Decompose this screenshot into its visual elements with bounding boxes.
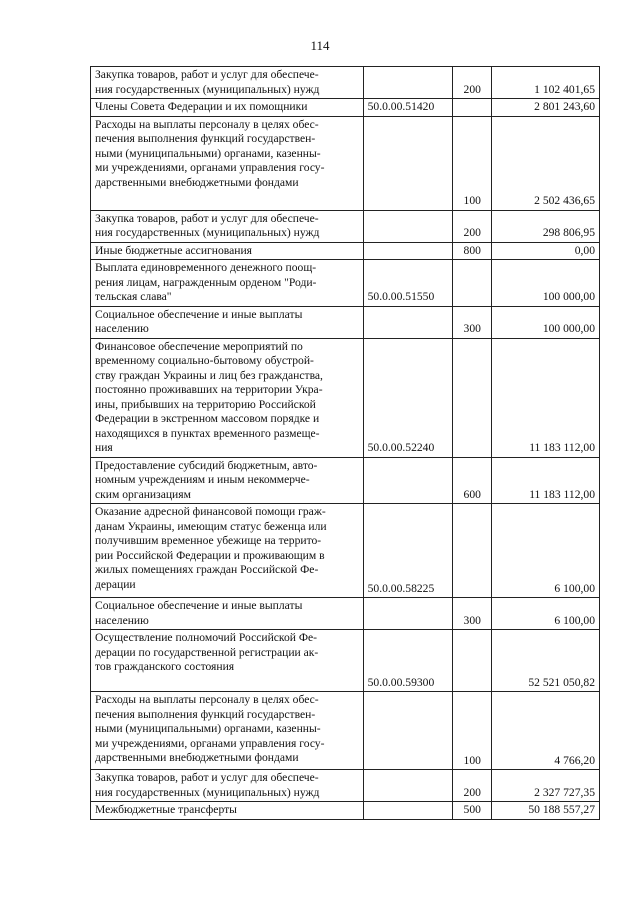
page-number: 114 — [310, 38, 330, 53]
expense-name-cell: Закупка товаров, работ и услуг для обеспече- ния государственных (муниципальных) нужд — [91, 210, 364, 242]
expense-type-cell — [453, 99, 492, 117]
amount-cell: 2 502 436,65 — [492, 116, 600, 210]
expense-name-cell: Закупка товаров, работ и услуг для обеспече- ния государственных (муниципальных) нужд — [91, 770, 364, 802]
expense-type-cell — [453, 338, 492, 457]
expense-name-cell: Выплата единовременного денежного поощ- рения лицам, награжденным орденом "Роди- тельская слава" — [91, 260, 364, 307]
target-code-cell — [363, 116, 453, 210]
target-code-cell — [363, 598, 453, 630]
target-code-cell — [363, 306, 453, 338]
table-row — [91, 598, 600, 630]
target-code-cell — [363, 692, 453, 770]
target-code-cell: 50.0.00.52240 — [363, 338, 453, 457]
amount-cell: 100 000,00 — [492, 306, 600, 338]
table-row — [91, 457, 600, 504]
target-code-cell — [363, 210, 453, 242]
budget-table-body — [91, 67, 600, 820]
expense-type-cell: 500 — [453, 802, 492, 820]
table-row — [91, 67, 600, 99]
amount-cell: 11 183 112,00 — [492, 457, 600, 504]
amount-cell: 1 102 401,65 — [492, 67, 600, 99]
amount-cell: 6 100,00 — [492, 598, 600, 630]
table-row — [91, 770, 600, 802]
table-row — [91, 802, 600, 820]
table-row — [91, 338, 600, 457]
expense-name-cell: Иные бюджетные ассигнования — [91, 242, 364, 260]
amount-cell: 52 521 050,82 — [492, 630, 600, 692]
table-row — [91, 630, 600, 692]
expense-name-cell: Предоставление субсидий бюджетным, авто- номным учреждениям и иным некоммерче- ским организациям — [91, 457, 364, 504]
expense-type-cell: 800 — [453, 242, 492, 260]
expense-name-cell: Закупка товаров, работ и услуг для обеспече- ния государственных (муниципальных) нужд — [91, 67, 364, 99]
table-row — [91, 692, 600, 770]
expense-type-cell — [453, 260, 492, 307]
expense-name-cell: Финансовое обеспечение мероприятий по временному социально-бытовому обустрой- ству граждан Украины и лиц без гражданства, постоянно проживавших на территории Укра- ины, прибывших на территорию Российской Федерации в экстренном массовом порядке и находящихся в пунктах временного размеще- ния — [91, 338, 364, 457]
target-code-cell — [363, 802, 453, 820]
target-code-cell: 50.0.00.58225 — [363, 504, 453, 598]
expense-name-cell: Оказание адресной финансовой помощи граж- данам Украины, имеющим статус беженца или получившим временное убежище на террито- рии Российской Федерации и проживающим в жилых помещениях граждан Российской Фе- дерации — [91, 504, 364, 598]
expense-type-cell: 300 — [453, 598, 492, 630]
expense-type-cell: 200 — [453, 67, 492, 99]
expense-type-cell: 100 — [453, 116, 492, 210]
expense-name-cell: Расходы на выплаты персоналу в целях обес- печения выполнения функций государствен- ными (муниципальными) органами, казенны- ми учреждениями, органами управления госу- дарственными внебюджетными фондами — [91, 116, 364, 210]
table-row — [91, 116, 600, 210]
table-row — [91, 99, 600, 117]
amount-cell: 0,00 — [492, 242, 600, 260]
table-row — [91, 260, 600, 307]
amount-cell: 50 188 557,27 — [492, 802, 600, 820]
table-row — [91, 210, 600, 242]
amount-cell: 11 183 112,00 — [492, 338, 600, 457]
budget-table — [90, 66, 600, 820]
expense-name-cell: Социальное обеспечение и иные выплаты населению — [91, 306, 364, 338]
target-code-cell — [363, 242, 453, 260]
target-code-cell — [363, 770, 453, 802]
table-row — [91, 306, 600, 338]
expense-name-cell: Осуществление полномочий Российской Фе- дерации по государственной регистрации ак- тов гражданского состояния — [91, 630, 364, 692]
expense-type-cell — [453, 504, 492, 598]
amount-cell: 2 327 727,35 — [492, 770, 600, 802]
target-code-cell — [363, 457, 453, 504]
expense-name-cell: Расходы на выплаты персоналу в целях обес- печения выполнения функций государствен- ными (муниципальными) органами, казенны- ми учреждениями, органами управления госу- дарственными внебюджетными фондами — [91, 692, 364, 770]
target-code-cell: 50.0.00.51420 — [363, 99, 453, 117]
amount-cell: 100 000,00 — [492, 260, 600, 307]
expense-name-cell: Социальное обеспечение и иные выплаты населению — [91, 598, 364, 630]
target-code-cell: 50.0.00.59300 — [363, 630, 453, 692]
amount-cell: 2 801 243,60 — [492, 99, 600, 117]
table-row — [91, 504, 600, 598]
target-code-cell — [363, 67, 453, 99]
expense-type-cell: 200 — [453, 210, 492, 242]
amount-cell: 4 766,20 — [492, 692, 600, 770]
expense-name-cell: Члены Совета Федерации и их помощники — [91, 99, 364, 117]
amount-cell: 298 806,95 — [492, 210, 600, 242]
target-code-cell: 50.0.00.51550 — [363, 260, 453, 307]
table-row — [91, 242, 600, 260]
expense-type-cell: 600 — [453, 457, 492, 504]
expense-name-cell: Межбюджетные трансферты — [91, 802, 364, 820]
expense-type-cell: 100 — [453, 692, 492, 770]
expense-type-cell: 300 — [453, 306, 492, 338]
expense-type-cell — [453, 630, 492, 692]
amount-cell: 6 100,00 — [492, 504, 600, 598]
expense-type-cell: 200 — [453, 770, 492, 802]
